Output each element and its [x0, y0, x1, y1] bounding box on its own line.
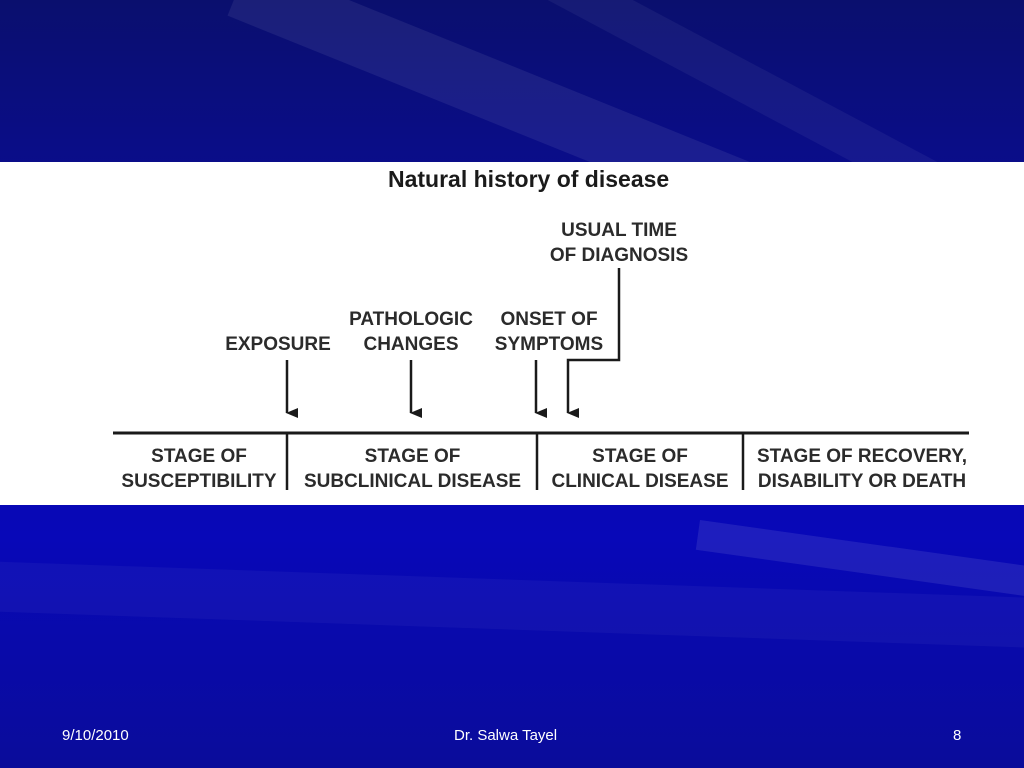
diagnosis-label: USUAL TIME OF DIAGNOSIS [549, 220, 689, 266]
pathologic-changes-label: PATHOLOGIC CHANGES [349, 309, 473, 355]
stage-subclinical-label: STAGE OF SUBCLINICAL DISEASE [303, 446, 522, 492]
footer-page-number: 8 [953, 727, 962, 744]
stage-recovery-label: STAGE OF RECOVERY, DISABILITY OR DEATH [756, 446, 968, 492]
slide-title: Natural history of disease [388, 166, 670, 192]
stage-clinical-label: STAGE OF CLINICAL DISEASE [551, 446, 729, 492]
stage-susceptibility-label: STAGE OF SUSCEPTIBILITY [121, 446, 277, 492]
exposure-label: EXPOSURE [225, 334, 331, 355]
footer-author: Dr. Salwa Tayel [454, 727, 558, 744]
onset-of-symptoms-label: ONSET OF SYMPTOMS [494, 309, 604, 355]
footer-date: 9/10/2010 [62, 727, 129, 744]
